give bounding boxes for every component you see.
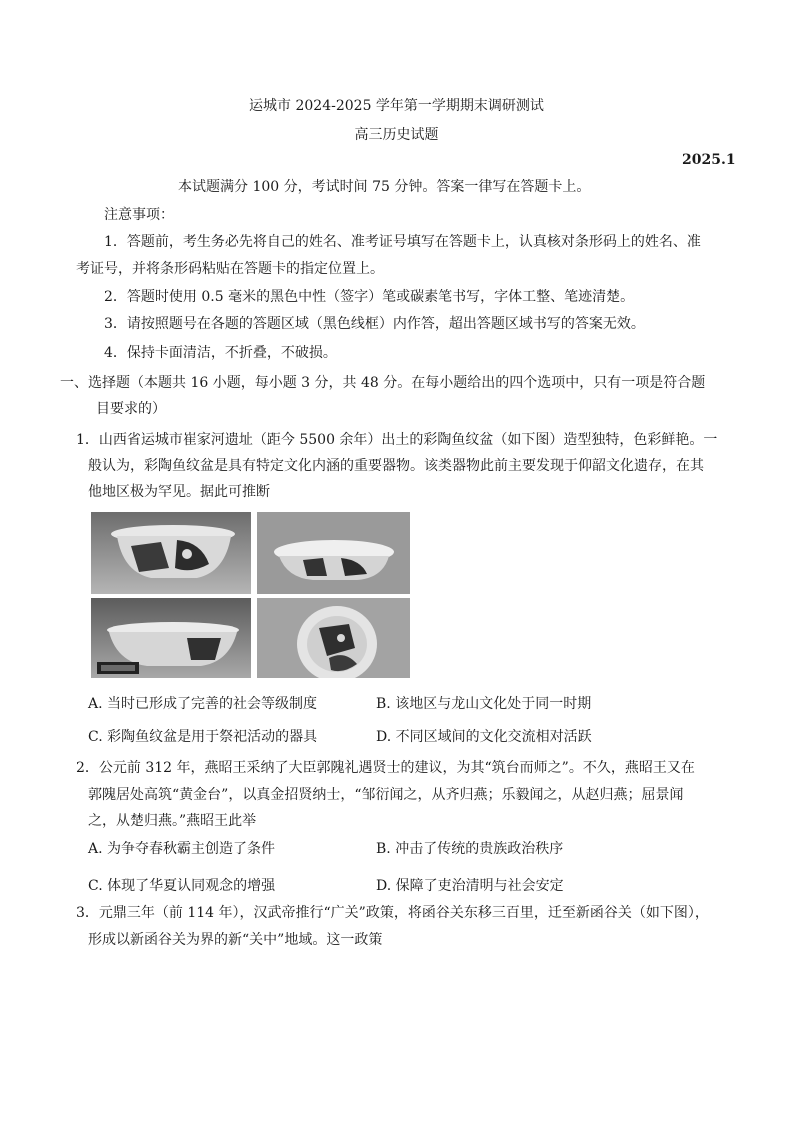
notes-item: 4．保持卡面清洁，不折叠，不破损。 bbox=[104, 345, 337, 361]
q1-option-a[interactable]: A. 当时已形成了完善的社会等级制度 bbox=[88, 696, 318, 712]
q1-option-d[interactable]: D. 不同区域间的文化交流相对活跃 bbox=[376, 729, 592, 745]
notes-heading: 注意事项： bbox=[104, 207, 174, 223]
q1-stem: 他地区极为罕见。据此可推断 bbox=[88, 484, 270, 500]
section-heading: 一、选择题（本题共 16 小题，每小题 3 分，共 48 分。在每小题给出的四个选项中，只有一项是符合题 bbox=[60, 375, 706, 391]
q3-stem: 3．元鼎三年（前 114 年），汉武帝推行“广关”政策，将函谷关东移三百里，迁至新函谷关（如下图）， bbox=[76, 905, 709, 921]
exam-title: 运城市 2024-2025 学年第一学期期末调研测试 bbox=[249, 98, 544, 114]
q2-stem: 之，从楚归燕。”燕昭王此举 bbox=[88, 813, 257, 829]
q3-stem: 形成以新函谷关为界的新“关中”地域。这一政策 bbox=[88, 932, 383, 948]
notes-item: 3．请按照题号在各题的答题区域（黑色线框）内作答，超出答题区域书写的答案无效。 bbox=[104, 316, 645, 332]
q2-option-b[interactable]: B. 冲击了传统的贵族政治秩序 bbox=[376, 841, 564, 857]
notes-item: 2．答题时使用 0.5 毫米的黑色中性（签字）笔或碳素笔书写，字体工整、笔迹清楚。 bbox=[104, 289, 635, 305]
q2-stem: 2．公元前 312 年，燕昭王采纳了大臣郭隗礼遇贤士的建议，为其“筑台而师之”。不久，燕昭王又在 bbox=[76, 760, 695, 776]
q1-stem: 般认为，彩陶鱼纹盆是具有特定文化内涵的重要器物。该类器物此前主要发现于仰韶文化遗存，在其 bbox=[88, 458, 704, 474]
q2-option-c[interactable]: C. 体现了华夏认同观念的增强 bbox=[88, 878, 276, 894]
notes-item: 1．答题前，考生务必先将自己的姓名、准考证号填写在答题卡上，认真核对条形码上的姓名、准 bbox=[104, 234, 701, 250]
exam-date: 2025.1 bbox=[682, 152, 736, 168]
pottery-photo-side-1 bbox=[91, 512, 251, 594]
q1-option-b[interactable]: B. 该地区与龙山文化处于同一时期 bbox=[376, 696, 592, 712]
q2-stem: 郭隗居处高筑“黄金台”，以真金招贤纳士，“邹衍闻之，从齐归燕；乐毅闻之，从赵归燕；屈景闻 bbox=[88, 787, 684, 803]
q1-option-c[interactable]: C. 彩陶鱼纹盆是用于祭祀活动的器具 bbox=[88, 729, 318, 745]
pottery-photo-side-2 bbox=[257, 512, 410, 594]
pottery-photo-side-3 bbox=[91, 598, 251, 678]
exam-subtitle: 高三历史试题 bbox=[354, 127, 439, 143]
pottery-photo-top bbox=[257, 598, 410, 678]
q2-option-a[interactable]: A. 为争夺春秋霸主创造了条件 bbox=[88, 841, 276, 857]
exam-intro: 本试题满分 100 分，考试时间 75 分钟。答案一律写在答题卡上。 bbox=[178, 179, 591, 195]
section-heading-cont: 目要求的） bbox=[96, 401, 166, 417]
q2-option-d[interactable]: D. 保障了吏治清明与社会安定 bbox=[376, 878, 564, 894]
q1-stem: 1．山西省运城市崔家河遗址（距今 5500 余年）出土的彩陶鱼纹盆（如下图）造型独特，色彩鲜艳。一 bbox=[76, 432, 718, 448]
notes-item: 考证号，并将条形码粘贴在答题卡的指定位置上。 bbox=[76, 261, 384, 277]
